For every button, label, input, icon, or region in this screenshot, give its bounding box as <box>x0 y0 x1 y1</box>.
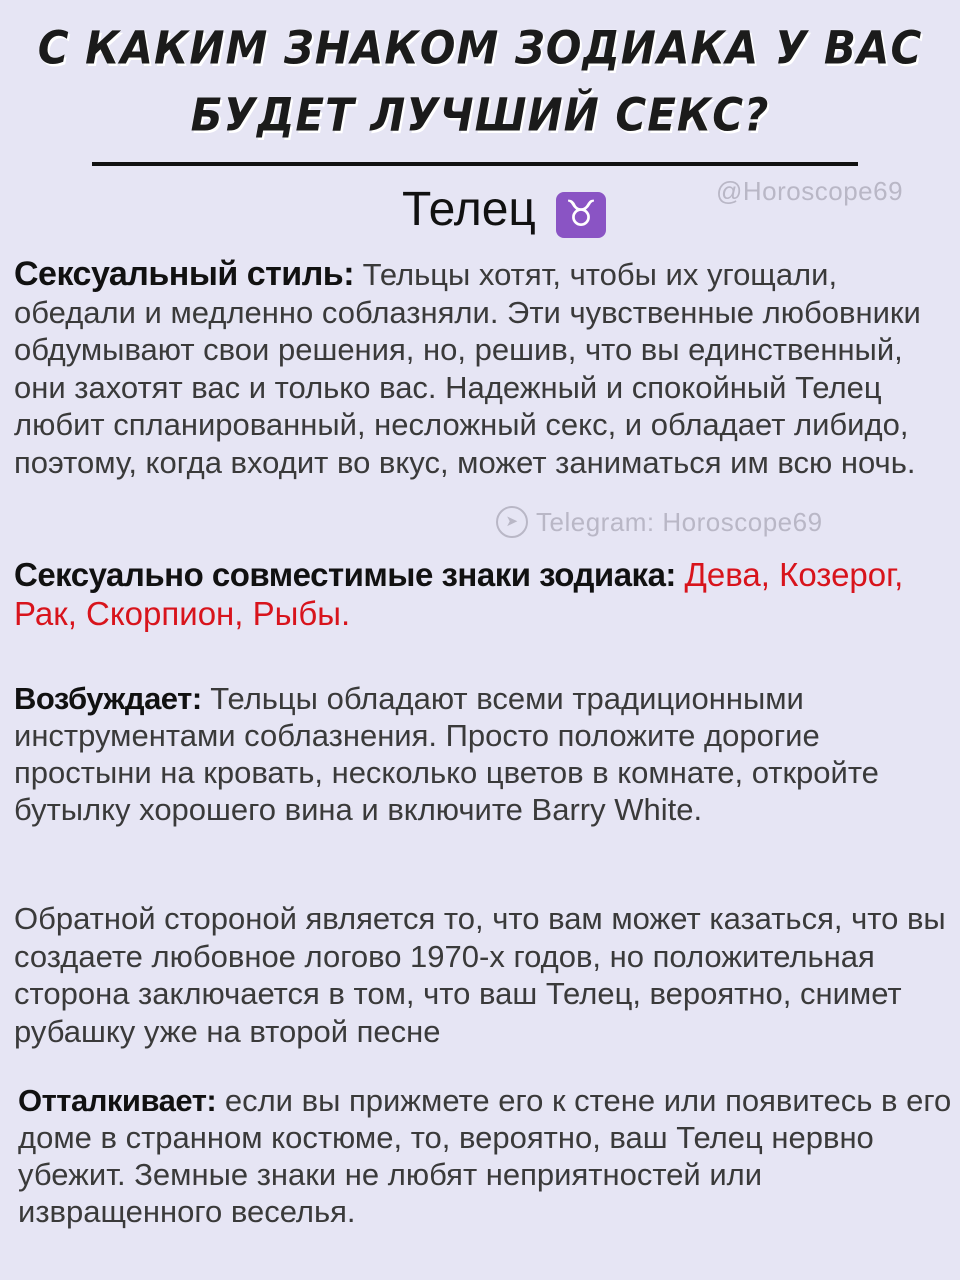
watermark-handle: @Horoscope69 <box>716 176 904 206</box>
section-flip-side <box>14 900 954 1050</box>
watermark-telegram <box>496 506 823 538</box>
sign-header <box>0 178 960 248</box>
section-heading: Сексуально совместимые знаки зодиака: <box>14 556 676 593</box>
section-turn-on <box>14 680 954 828</box>
page-title <box>0 15 960 149</box>
section-text: Тельцы обладают всеми традиционными инструментами соблазнения. Просто положите дорогие простыни на кровать, несколько цветов в комнате, откройте бутылку хорошего вина и включите Barry White. <box>14 681 879 827</box>
title-divider <box>92 162 858 166</box>
watermark-telegram-text: Telegram: Horoscope69 <box>536 506 823 537</box>
section-heading: Отталкивает: <box>18 1083 217 1118</box>
compatible-signs-list: Дева, Козерог, Рак, Скорпион, Рыбы. <box>14 556 904 632</box>
title-line-2: БУДЕТ ЛУЧШИЙ СЕКС? <box>190 88 770 142</box>
section-text: Обратной стороной является то, что вам может казаться, что вы создаете любовное логово 1970-х годов, но положительная сторона заключается в том, что ваш Телец, вероятно, снимет рубашку уже на второй песне <box>14 901 946 1049</box>
section-heading: Сексуальный стиль: <box>14 255 355 293</box>
section-sexual-style <box>14 256 954 481</box>
section-compatible-signs <box>14 556 954 633</box>
section-text: Тельцы хотят, чтобы их угощали, обедали и медленно соблазняли. Эти чувственные любовники обдумывают свои решения, но, решив, что вы единственный, они захотят вас и только вас. Надежный и спокойный Телец любит спланированный, несложный секс, и обладает либидо, поэтому, когда входит во вкус, может заниматься им всю ночь. <box>14 257 921 480</box>
title-line-1: С КАКИМ ЗНАКОМ ЗОДИАКА У ВАС <box>37 21 923 75</box>
sign-name: Телец <box>402 183 536 236</box>
section-text: если вы прижмете его к стене или появитесь в его доме в странном костюме, то, вероятно, ваш Телец нервно убежит. Земные знаки не любят неприятностей или извращенного веселья. <box>18 1083 952 1229</box>
taurus-icon: ♉ <box>556 192 606 238</box>
telegram-icon: ➤ <box>496 506 528 538</box>
section-heading: Возбуждает: <box>14 681 202 716</box>
section-turn-off <box>18 1082 958 1230</box>
